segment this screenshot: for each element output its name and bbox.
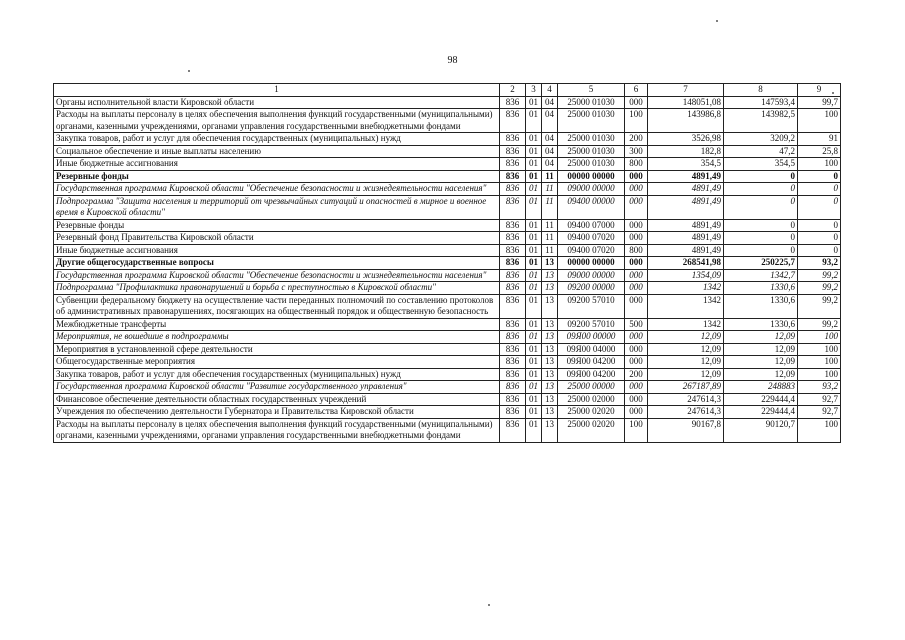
cell-gov: 836 (500, 406, 526, 419)
cell-type: 800 (625, 158, 648, 171)
header-cell: 8 (724, 84, 798, 97)
cell-subsection: 11 (542, 232, 558, 245)
cell-plan: 268541,98 (648, 257, 724, 270)
cell-actual: 354,5 (724, 158, 798, 171)
cell-name: Расходы на выплаты персоналу в целях обеспечения выполнения функций государственными (муниципальными) органами, казенными учреждениями, органами управления государственными внебюджетными фондами (54, 418, 500, 442)
cell-percent: 99,2 (798, 282, 841, 295)
cell-type: 000 (625, 170, 648, 183)
cell-plan: 1342 (648, 294, 724, 318)
cell-actual: 12,09 (724, 331, 798, 344)
cell-section: 01 (526, 331, 542, 344)
cell-plan: 4891,49 (648, 195, 724, 219)
cell-actual: 0 (724, 244, 798, 257)
header-cell: 4 (542, 84, 558, 97)
scan-speck (488, 604, 490, 606)
cell-percent: 100 (798, 368, 841, 381)
cell-actual: 0 (724, 232, 798, 245)
cell-type: 000 (625, 219, 648, 232)
cell-name: Подпрограмма "Защита населения и территорий от чрезвычайных ситуаций и опасностей в мирное и военное время в Кировской области" (54, 195, 500, 219)
scan-speck (188, 70, 190, 72)
cell-name: Субвенции федеральному бюджету на осуществление части переданных полномочий по составлению протоколов об административных правонарушениях, посягающих на общественный порядок и общественную безопасность (54, 294, 500, 318)
cell-target: 09000 00000 (558, 183, 625, 196)
table-row (54, 232, 841, 245)
cell-section: 01 (526, 232, 542, 245)
table-row (54, 195, 841, 219)
cell-plan: 1354,09 (648, 269, 724, 282)
cell-actual: 0 (724, 170, 798, 183)
cell-name: Социальное обеспечение и иные выплаты населению (54, 145, 500, 158)
table-body (54, 96, 841, 442)
cell-gov: 836 (500, 170, 526, 183)
table-row (54, 219, 841, 232)
cell-target: 25000 02020 (558, 406, 625, 419)
cell-target: 25000 01030 (558, 96, 625, 109)
cell-percent: 0 (798, 219, 841, 232)
cell-subsection: 13 (542, 257, 558, 270)
table-row (54, 356, 841, 369)
cell-name: Резервный фонд Правительства Кировской области (54, 232, 500, 245)
cell-type: 000 (625, 195, 648, 219)
cell-name: Межбюджетные трансферты (54, 318, 500, 331)
cell-gov: 836 (500, 145, 526, 158)
table-row (54, 145, 841, 158)
cell-percent: 0 (798, 183, 841, 196)
cell-target: 25000 01030 (558, 145, 625, 158)
cell-subsection: 13 (542, 406, 558, 419)
cell-plan: 4891,49 (648, 170, 724, 183)
cell-name: Учреждения по обеспечению деятельности Губернатора и Правительства Кировской области (54, 406, 500, 419)
cell-type: 000 (625, 406, 648, 419)
cell-type: 100 (625, 109, 648, 133)
cell-target: 09Я00 04000 (558, 343, 625, 356)
cell-name: Мероприятия в установленной сфере деятельности (54, 343, 500, 356)
cell-gov: 836 (500, 257, 526, 270)
cell-subsection: 04 (542, 133, 558, 146)
cell-subsection: 13 (542, 393, 558, 406)
cell-subsection: 13 (542, 282, 558, 295)
cell-type: 000 (625, 331, 648, 344)
cell-gov: 836 (500, 183, 526, 196)
cell-plan: 182,8 (648, 145, 724, 158)
cell-gov: 836 (500, 418, 526, 442)
cell-section: 01 (526, 145, 542, 158)
cell-actual: 1330,6 (724, 318, 798, 331)
cell-target: 09200 57010 (558, 294, 625, 318)
cell-percent: 25,8 (798, 145, 841, 158)
cell-section: 01 (526, 318, 542, 331)
cell-type: 800 (625, 244, 648, 257)
cell-type: 000 (625, 282, 648, 295)
cell-target: 09200 57010 (558, 318, 625, 331)
scan-speck (716, 20, 718, 22)
cell-subsection: 11 (542, 170, 558, 183)
table-row (54, 183, 841, 196)
cell-type: 000 (625, 183, 648, 196)
cell-gov: 836 (500, 232, 526, 245)
cell-target: 25000 02000 (558, 393, 625, 406)
cell-type: 000 (625, 343, 648, 356)
cell-actual: 47,2 (724, 145, 798, 158)
cell-percent: 91 (798, 133, 841, 146)
cell-section: 01 (526, 343, 542, 356)
table-row (54, 343, 841, 356)
cell-gov: 836 (500, 195, 526, 219)
cell-target: 25000 01030 (558, 158, 625, 171)
cell-percent: 100 (798, 331, 841, 344)
cell-subsection: 13 (542, 318, 558, 331)
cell-target: 09Я00 04200 (558, 356, 625, 369)
cell-target: 25000 00000 (558, 381, 625, 394)
cell-gov: 836 (500, 356, 526, 369)
cell-percent: 100 (798, 109, 841, 133)
cell-type: 000 (625, 294, 648, 318)
table-row (54, 331, 841, 344)
cell-type: 000 (625, 257, 648, 270)
cell-gov: 836 (500, 244, 526, 257)
cell-name: Закупка товаров, работ и услуг для обеспечения государственных (муниципальных) нужд (54, 368, 500, 381)
table-row (54, 282, 841, 295)
table-row (54, 418, 841, 442)
cell-percent: 99,2 (798, 269, 841, 282)
header-cell: 3 (526, 84, 542, 97)
cell-section: 01 (526, 133, 542, 146)
scan-speck (832, 92, 834, 94)
cell-name: Иные бюджетные ассигнования (54, 158, 500, 171)
cell-gov: 836 (500, 109, 526, 133)
cell-percent: 100 (798, 356, 841, 369)
cell-percent: 100 (798, 418, 841, 442)
cell-type: 000 (625, 96, 648, 109)
cell-actual: 229444,4 (724, 406, 798, 419)
cell-actual: 12,09 (724, 368, 798, 381)
header-cell: 5 (558, 84, 625, 97)
cell-subsection: 04 (542, 109, 558, 133)
cell-percent: 92,7 (798, 406, 841, 419)
table-row (54, 257, 841, 270)
cell-type: 300 (625, 145, 648, 158)
cell-section: 01 (526, 257, 542, 270)
cell-gov: 836 (500, 269, 526, 282)
cell-plan: 4891,49 (648, 232, 724, 245)
cell-gov: 836 (500, 368, 526, 381)
cell-target: 25000 02020 (558, 418, 625, 442)
cell-section: 01 (526, 244, 542, 257)
header-cell: 9 (798, 84, 841, 97)
header-cell: 6 (625, 84, 648, 97)
cell-name: Государственная программа Кировской области "Обеспечение безопасности и жизнедеятельности населения" (54, 183, 500, 196)
cell-target: 09400 07020 (558, 232, 625, 245)
cell-actual: 147593,4 (724, 96, 798, 109)
cell-section: 01 (526, 109, 542, 133)
cell-section: 01 (526, 294, 542, 318)
cell-plan: 12,09 (648, 331, 724, 344)
cell-actual: 250225,7 (724, 257, 798, 270)
cell-name: Резервные фонды (54, 170, 500, 183)
cell-gov: 836 (500, 343, 526, 356)
header-cell: 2 (500, 84, 526, 97)
cell-plan: 3526,98 (648, 133, 724, 146)
cell-actual: 1330,6 (724, 294, 798, 318)
cell-type: 200 (625, 133, 648, 146)
table-row (54, 244, 841, 257)
cell-percent: 0 (798, 195, 841, 219)
cell-subsection: 13 (542, 381, 558, 394)
cell-section: 01 (526, 96, 542, 109)
cell-gov: 836 (500, 133, 526, 146)
cell-name: Общегосударственные мероприятия (54, 356, 500, 369)
cell-section: 01 (526, 195, 542, 219)
cell-actual: 248883 (724, 381, 798, 394)
header-cell: 1 (54, 84, 500, 97)
cell-actual: 12,09 (724, 356, 798, 369)
cell-target: 09000 00000 (558, 269, 625, 282)
cell-gov: 836 (500, 331, 526, 344)
cell-gov: 836 (500, 381, 526, 394)
table-row (54, 109, 841, 133)
cell-subsection: 13 (542, 331, 558, 344)
cell-plan: 267187,89 (648, 381, 724, 394)
cell-target: 09Я00 00000 (558, 331, 625, 344)
cell-target: 25000 01030 (558, 109, 625, 133)
cell-actual: 0 (724, 219, 798, 232)
table-row (54, 368, 841, 381)
cell-name: Резервные фонды (54, 219, 500, 232)
cell-percent: 92,7 (798, 393, 841, 406)
cell-gov: 836 (500, 219, 526, 232)
cell-plan: 1342 (648, 282, 724, 295)
cell-type: 500 (625, 318, 648, 331)
cell-section: 01 (526, 170, 542, 183)
cell-percent: 100 (798, 343, 841, 356)
table-row (54, 294, 841, 318)
cell-subsection: 04 (542, 145, 558, 158)
cell-plan: 4891,49 (648, 183, 724, 196)
cell-gov: 836 (500, 318, 526, 331)
cell-name: Закупка товаров, работ и услуг для обеспечения государственных (муниципальных) нужд (54, 133, 500, 146)
cell-plan: 247614,3 (648, 406, 724, 419)
cell-gov: 836 (500, 158, 526, 171)
cell-percent: 0 (798, 170, 841, 183)
cell-subsection: 13 (542, 294, 558, 318)
cell-plan: 4891,49 (648, 244, 724, 257)
cell-name: Мероприятия, не вошедшие в подпрограммы (54, 331, 500, 344)
cell-name: Органы исполнительной власти Кировской области (54, 96, 500, 109)
cell-plan: 148051,08 (648, 96, 724, 109)
cell-name: Другие общегосударственные вопросы (54, 257, 500, 270)
cell-actual: 143982,5 (724, 109, 798, 133)
cell-section: 01 (526, 269, 542, 282)
cell-plan: 90167,8 (648, 418, 724, 442)
cell-section: 01 (526, 368, 542, 381)
table-row (54, 158, 841, 171)
cell-actual: 12,09 (724, 343, 798, 356)
cell-type: 000 (625, 393, 648, 406)
cell-target: 09400 07020 (558, 244, 625, 257)
cell-section: 01 (526, 393, 542, 406)
table-row (54, 170, 841, 183)
cell-gov: 836 (500, 393, 526, 406)
cell-percent: 0 (798, 244, 841, 257)
cell-target: 09400 07000 (558, 219, 625, 232)
table-row (54, 393, 841, 406)
cell-actual: 90120,7 (724, 418, 798, 442)
cell-subsection: 04 (542, 96, 558, 109)
cell-name: Финансовое обеспечение деятельности областных государственных учреждений (54, 393, 500, 406)
cell-subsection: 11 (542, 244, 558, 257)
cell-target: 00000 00000 (558, 257, 625, 270)
table-row (54, 269, 841, 282)
cell-plan: 1342 (648, 318, 724, 331)
cell-target: 09Я00 04200 (558, 368, 625, 381)
table-header-row (54, 84, 841, 97)
cell-subsection: 11 (542, 219, 558, 232)
cell-gov: 836 (500, 96, 526, 109)
cell-section: 01 (526, 418, 542, 442)
cell-name: Государственная программа Кировской области "Обеспечение безопасности и жизнедеятельности населения" (54, 269, 500, 282)
table-row (54, 133, 841, 146)
cell-name: Иные бюджетные ассигнования (54, 244, 500, 257)
budget-table (53, 83, 841, 443)
cell-name: Подпрограмма "Профилактика правонарушений и борьба с преступностью в Кировской области" (54, 282, 500, 295)
cell-percent: 99,2 (798, 294, 841, 318)
cell-plan: 12,09 (648, 368, 724, 381)
cell-target: 00000 00000 (558, 170, 625, 183)
cell-section: 01 (526, 381, 542, 394)
cell-subsection: 11 (542, 183, 558, 196)
cell-name: Расходы на выплаты персоналу в целях обеспечения выполнения функций государственными (муниципальными) органами, казенными учреждениями, органами управления государственными внебюджетными фондами (54, 109, 500, 133)
cell-type: 000 (625, 269, 648, 282)
cell-percent: 100 (798, 158, 841, 171)
cell-type: 000 (625, 381, 648, 394)
cell-plan: 354,5 (648, 158, 724, 171)
cell-plan: 143986,8 (648, 109, 724, 133)
cell-actual: 0 (724, 195, 798, 219)
cell-section: 01 (526, 406, 542, 419)
cell-gov: 836 (500, 294, 526, 318)
cell-target: 09200 00000 (558, 282, 625, 295)
cell-plan: 247614,3 (648, 393, 724, 406)
cell-target: 25000 01030 (558, 133, 625, 146)
cell-percent: 93,2 (798, 381, 841, 394)
cell-subsection: 13 (542, 418, 558, 442)
cell-actual: 3209,2 (724, 133, 798, 146)
cell-section: 01 (526, 219, 542, 232)
cell-gov: 836 (500, 282, 526, 295)
cell-type: 100 (625, 418, 648, 442)
table-row (54, 381, 841, 394)
page-number: 98 (447, 55, 458, 66)
cell-subsection: 13 (542, 269, 558, 282)
cell-subsection: 11 (542, 195, 558, 219)
cell-type: 000 (625, 356, 648, 369)
cell-actual: 0 (724, 183, 798, 196)
cell-actual: 229444,4 (724, 393, 798, 406)
cell-section: 01 (526, 183, 542, 196)
cell-type: 000 (625, 232, 648, 245)
cell-target: 09400 00000 (558, 195, 625, 219)
cell-plan: 4891,49 (648, 219, 724, 232)
cell-subsection: 13 (542, 356, 558, 369)
table-row (54, 318, 841, 331)
cell-subsection: 13 (542, 368, 558, 381)
cell-section: 01 (526, 282, 542, 295)
cell-section: 01 (526, 356, 542, 369)
cell-name: Государственная программа Кировской области "Развитие государственного управления" (54, 381, 500, 394)
cell-section: 01 (526, 158, 542, 171)
cell-subsection: 13 (542, 343, 558, 356)
cell-percent: 99,2 (798, 318, 841, 331)
cell-plan: 12,09 (648, 356, 724, 369)
cell-subsection: 04 (542, 158, 558, 171)
cell-percent: 93,2 (798, 257, 841, 270)
cell-percent: 0 (798, 232, 841, 245)
cell-actual: 1330,6 (724, 282, 798, 295)
cell-type: 200 (625, 368, 648, 381)
cell-actual: 1342,7 (724, 269, 798, 282)
table-row (54, 406, 841, 419)
header-cell: 7 (648, 84, 724, 97)
cell-plan: 12,09 (648, 343, 724, 356)
table-row (54, 96, 841, 109)
cell-percent: 99,7 (798, 96, 841, 109)
